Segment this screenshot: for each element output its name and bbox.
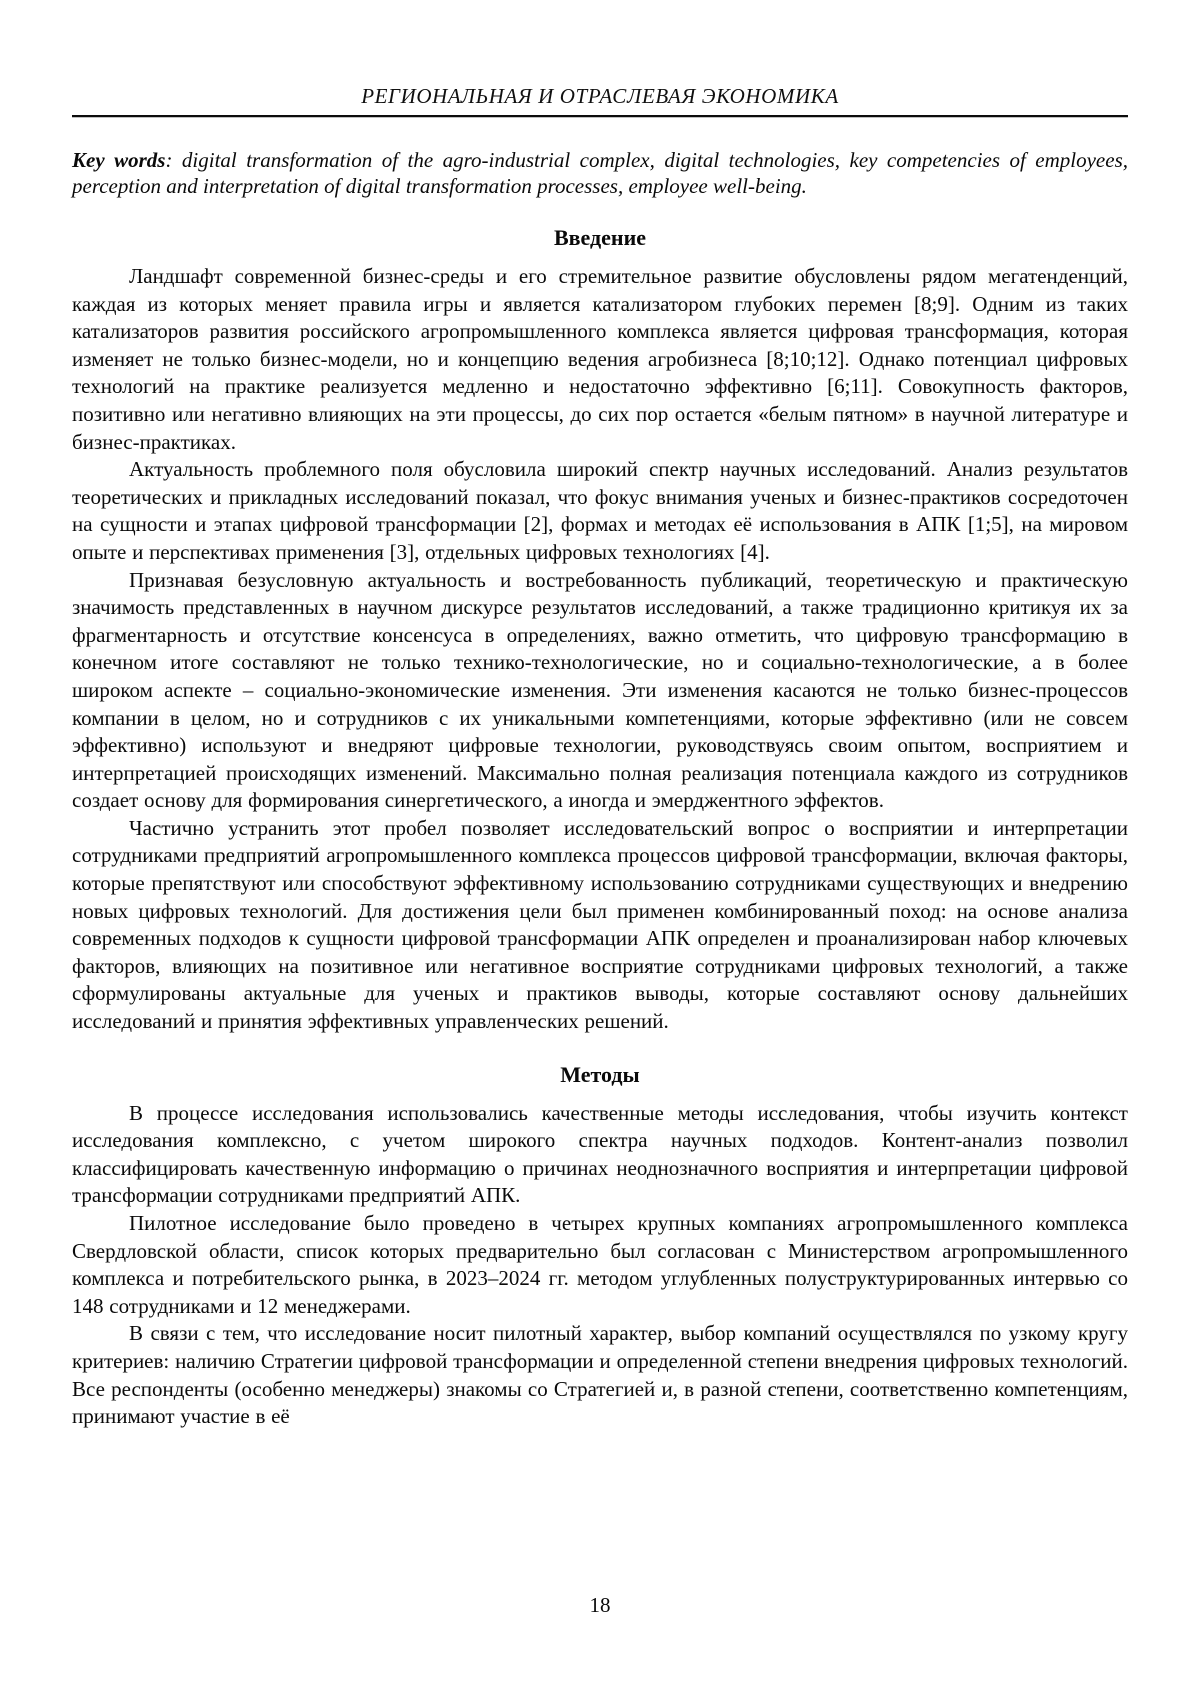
body-paragraph: Признавая безусловную актуальность и востребованность публикаций, теоретическую и практическую значимость представленных в научном дискурсе результатов исследований, а также традиционно критикуя их за фрагментарность и отсутствие консенсуса в определениях, важно отметить, что цифровую трансформацию в конечном итоге составляют не только технико-технологические, но и социально-технологические, а в более широком аспекте – социально-экономические изменения. Эти изменения касаются не только бизнес-процессов компании в целом, но и сотрудников с их уникальными компетенциями, которые эффективно (или не совсем эффективно) используют и внедряют цифровые технологии, руководствуясь своим опытом, восприятием и интерпретацией происходящих изменений. Максимально полная реализация потенциала каждого из сотрудников создает основу для формирования синергетического, а иногда и эмерджентного эффектов. (72, 567, 1128, 813)
body-paragraph: В процессе исследования использовались качественные методы исследования, чтобы изучить контекст исследования комплексно, с учетом широкого спектра научных подходов. Контент-анализ позволил классифицировать качественную информацию о причинах неоднозначного восприятия и интерпретации цифровой трансформации сотрудниками предприятий АПК. (72, 1100, 1128, 1208)
body-paragraph: В связи с тем, что исследование носит пилотный характер, выбор компаний осуществлялся по узкому кругу критериев: наличию Стратегии цифровой трансформации и определенной степени внедрения цифровых технологий. Все респонденты (особенно менеджеры) знакомы со Стратегией и, в разной степени, соответственно компетенциям, принимают участие в её (72, 1321, 1128, 1429)
body-paragraph: Пилотное исследование было проведено в четырех крупных компаниях агропромышленного комплекса Свердловской области, список которых предварительно был согласован с Министерством агропромышленного комплекса и потребительского рынка, в 2023–2024 гг. методом углубленных полуструктурированных интервью со 148 сотрудниками и 12 менеджерами. (72, 1211, 1128, 1318)
section-heading-2: Методы (560, 1061, 640, 1087)
sections (72, 225, 1128, 1431)
running-head: РЕГИОНАЛЬНАЯ И ОТРАСЛЕВАЯ ЭКОНОМИКА (361, 84, 839, 108)
keywords-paragraph (72, 148, 1128, 199)
keywords-label: Key words (72, 148, 166, 172)
header-rule (72, 115, 1128, 117)
body-paragraph: Ландшафт современной бизнес-среды и его стремительное развитие обусловлены рядом мегатенденций, каждая из которых меняет правила игры и является катализатором глубоких перемен [8;9]. Одним из таких катализаторов развития российского агропромышленного комплекса является цифровая трансформация, которая изменяет не только бизнес-модели, но и концепцию ведения агробизнеса [8;10;12]. Однако потенциал цифровых технологий на практике реализуется медленно и недостаточно эффективно [6;11]. Совокупность факторов, позитивно или негативно влияющих на эти процессы, до сих пор остается «белым пятном» в научной литературе и бизнес-практиках. (72, 264, 1128, 454)
keywords-text: : digital transformation of the agro-industrial complex, digital technologies, key competencies of employees, perception and interpretation of digital transformation processes, employee well-being. (72, 148, 1128, 198)
page-number: 18 (589, 1593, 611, 1617)
body-paragraph: Актуальность проблемного поля обусловила широкий спектр научных исследований. Анализ результатов теоретических и прикладных исследований показал, что фокус внимания ученых и бизнес-практиков сосредоточен на сущности и этапах цифровой трансформации [2], формах и методах её использования в АПК [1;5], на мировом опыте и перспективах применения [3], отдельных цифровых технологиях [4]. (72, 457, 1128, 564)
section-heading-1: Введение (553, 225, 647, 250)
body-paragraph: Частично устранить этот пробел позволяет исследовательский вопрос о восприятии и интерпретации сотрудниками предприятий агропромышленного комплекса процессов цифровой трансформации, включая факторы, которые препятствуют или способствуют эффективному использованию сотрудниками существующих и внедрению новых цифровых технологий. Для достижения цели был применен комбинированный поход: на основе анализа современных подходов к сущности цифровой трансформации АПК определен и проанализирован набор ключевых факторов, влияющих на позитивное или негативное восприятие сотрудниками цифровых технологий, а также сформулированы актуальные для ученых и практиков выводы, которые составляют основу дальнейших исследований и принятия эффективных управленческих решений. (72, 815, 1128, 1034)
